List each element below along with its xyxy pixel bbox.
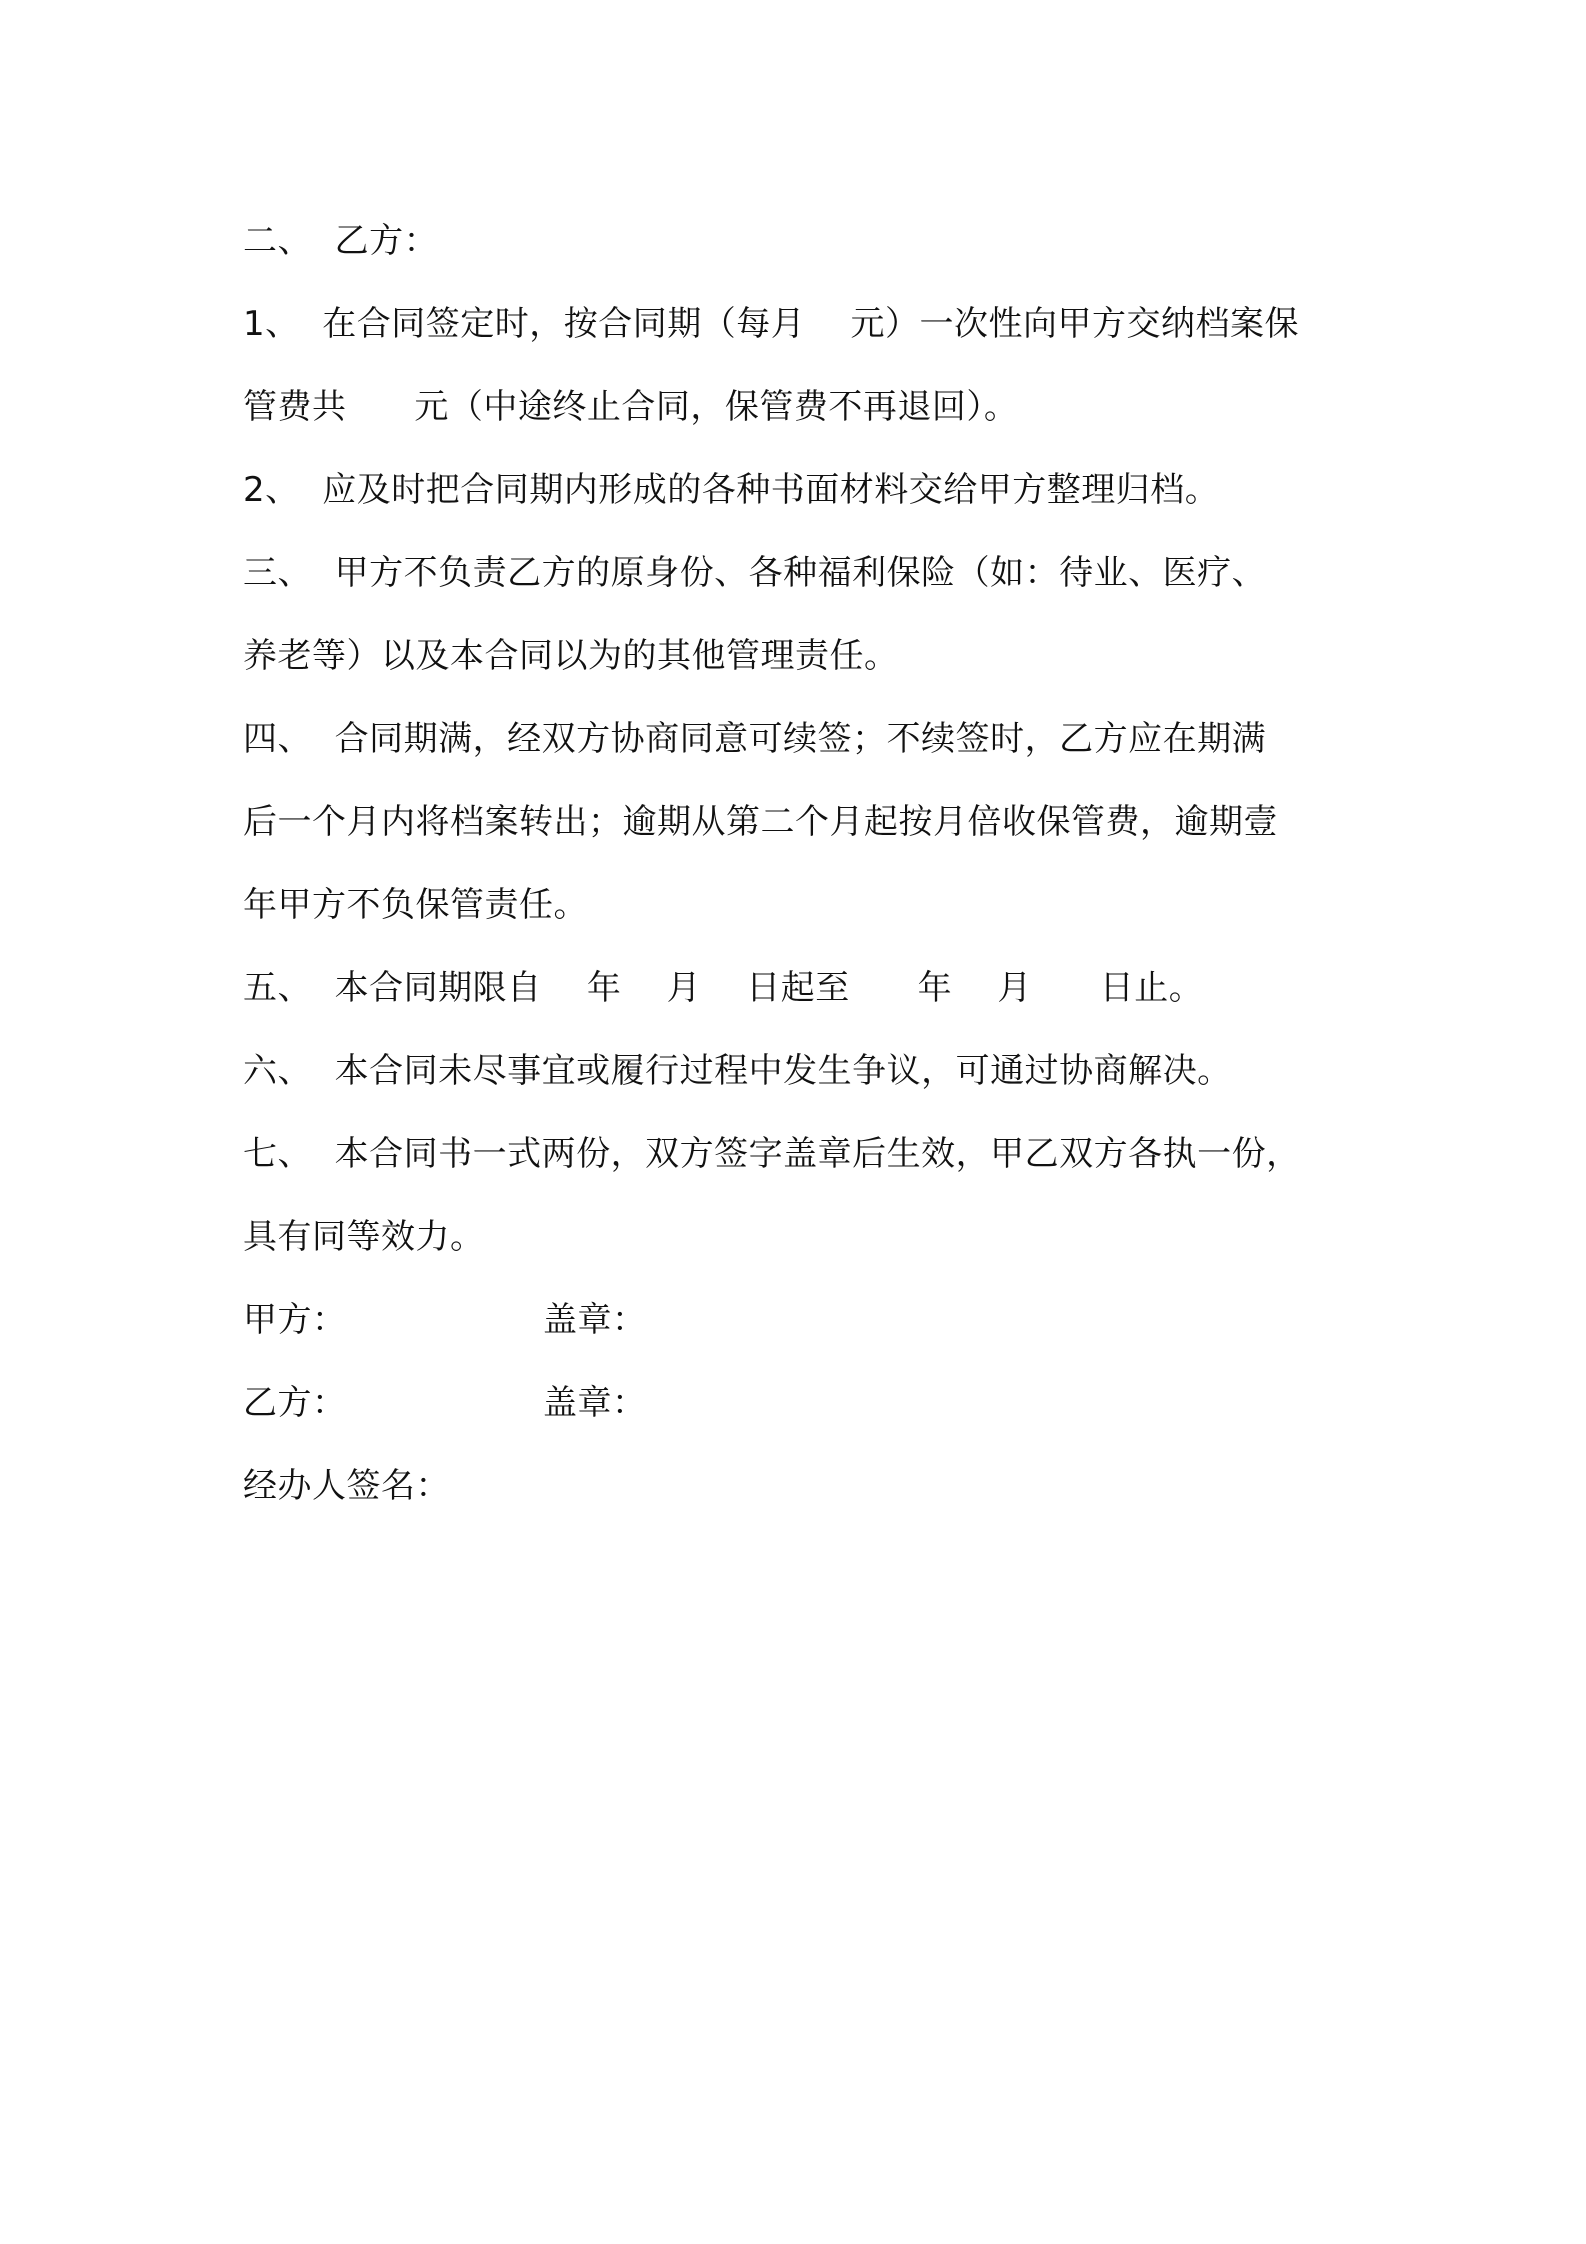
clause-1-line-2: 管费共 元（中途终止合同，保管费不再退回）。	[243, 387, 1019, 427]
section-4-line-1: 四、 合同期满，经双方协商同意可续签；不续签时，乙方应在期满	[243, 719, 1267, 759]
section-3-line-2: 养老等）以及本合同以为的其他管理责任。	[243, 636, 899, 676]
clause-1-line-1: 1、 在合同签定时，按合同期（每月 元）一次性向甲方交纳档案保	[243, 304, 1299, 344]
contract-body	[243, 200, 1383, 1528]
party-b-label: 乙方：	[243, 1383, 347, 1423]
party-a-label: 甲方：	[243, 1300, 347, 1340]
section-5-term: 五、 本合同期限自 年 月 日起至 年 月 日止。	[243, 968, 1204, 1008]
party-b-signature-row	[243, 1362, 1383, 1445]
section-4-line-3: 年甲方不负保管责任。	[243, 885, 588, 925]
party-a-seal-label: 盖章：	[543, 1300, 647, 1340]
section-4-line-2: 后一个月内将档案转出；逾期从第二个月起按月倍收保管费，逾期壹	[243, 802, 1278, 842]
section-party-b-heading: 二、 乙方：	[243, 221, 439, 261]
section-7-line-1: 七、 本合同书一式两份，双方签字盖章后生效，甲乙双方各执一份，	[243, 1134, 1301, 1174]
section-3-line-1: 三、 甲方不负责乙方的原身份、各种福利保险（如：待业、医疗、	[243, 553, 1267, 593]
party-a-signature-row	[243, 1279, 1383, 1362]
clause-2: 2、 应及时把合同期内形成的各种书面材料交给甲方整理归档。	[243, 470, 1220, 510]
section-6-disputes: 六、 本合同未尽事宜或履行过程中发生争议，可通过协商解决。	[243, 1051, 1232, 1091]
party-b-seal-label: 盖章：	[543, 1383, 647, 1423]
section-7-line-2: 具有同等效力。	[243, 1217, 485, 1257]
agent-signature-label: 经办人签名：	[243, 1466, 450, 1506]
